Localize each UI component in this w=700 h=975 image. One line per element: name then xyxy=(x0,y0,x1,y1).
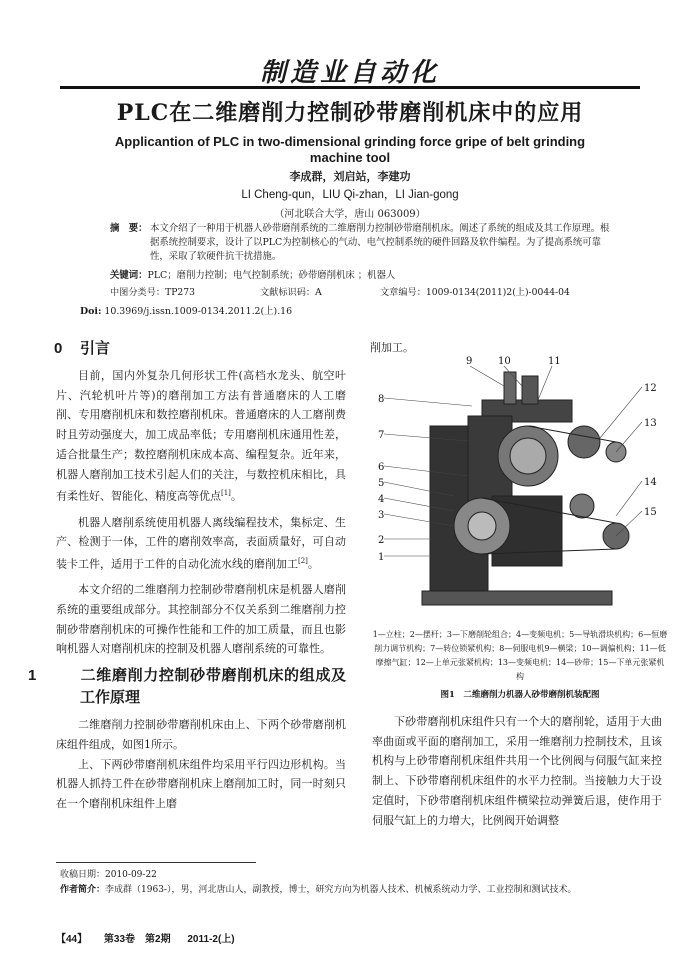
clc-number: 中图分类号：TP273 xyxy=(110,287,195,298)
callout-12: 12 xyxy=(644,383,657,394)
volume-issue: 第33卷 第2期 xyxy=(103,934,171,945)
section-1-heading xyxy=(28,665,346,709)
paragraph-6: 下砂带磨削机床组件只有一个大的磨削轮，适用于大曲率曲面或平面的磨削加工，采用一维磨削力控制技术，且该机构与上砂带磨削机床组件共用一个比例阀与伺服气缸来控制上、下砂带磨削机床组件的水平力控制。当接触力大于设定值时，下砂带磨削机床组件横梁拉动弹簧后退，使作用于伺服气缸上的力增大，比例阀开始调整 xyxy=(372,715,662,827)
article-number: 文章编号：1009-0134(2011)2(上)-0044-04 xyxy=(380,287,570,298)
section-1-number: 1 xyxy=(28,667,37,685)
right-column-bottom xyxy=(372,712,662,830)
authors-en: LI Cheng-qun，LIU Qi-zhan，LI Jian-gong xyxy=(241,189,459,201)
abstract-label: 摘 要： xyxy=(110,223,148,234)
paragraph-1-text: 目前，国内外复杂几何形状工件(高档水龙头、航空叶片、汽轮机叶片等)的磨削加工方法有普通磨床的人工磨削、专用磨削机床和数控磨削机床。普通磨床的人工磨削费时且劳动强度大，加工成品率低；专用磨削机床通用性差，适合批量生产；数控磨削机床成本高、编程复杂。近年来，机器人磨削加工技术引起人们的关注，与数控机床相比，具有柔性好、智能化、精度高等优点 xyxy=(56,369,346,503)
callout-15: 15 xyxy=(644,507,657,518)
section-0-number: 0 xyxy=(54,340,63,357)
abstract-text: 本文介绍了一种用于机器人砂带磨削系统的二维磨削力控制砂带磨削机床。阐述了系统的组成及其工作原理。根据系统控制要求，设计了以PLC为控制核心的气动、电气控制系统的硬件回路及软件编程。为了提高系统可靠性，采取了软硬件抗干扰措施。 xyxy=(150,223,610,262)
article-title-cn: PLC在二维磨削力控制砂带磨削机床中的应用 xyxy=(116,100,584,126)
affiliation: （河北联合大学，唐山 063009） xyxy=(274,209,426,220)
paragraph-2 xyxy=(56,513,346,575)
figure-legend: 1—立柱；2—摆杆；3—下磨削轮组合；4—变频电机；5—导轨滑块机构；6—恒磨削力调节机构；7—转位锁紧机构；8—伺服电机9—横梁；10—调偏机构；11—低摩擦气缸；12—上单元张紧机构；13—变频电机；14—砂带；15—下单元张紧机构 xyxy=(372,630,668,681)
cylinder xyxy=(522,376,538,404)
page-footer xyxy=(56,930,249,945)
footnote-rule xyxy=(56,862,256,863)
tension-wheel-upper xyxy=(568,426,600,458)
document-code: 文献标识码：A xyxy=(260,287,322,298)
callout-4: 4 xyxy=(378,494,385,505)
left-column xyxy=(28,338,346,814)
received-date: 收稿日期：2010-09-22 xyxy=(60,870,157,880)
author-bio: 李成群（1963-），男，河北唐山人，副教授，博士，研究方向为机器人技术、机械系统动力学、工业控制和测试技术。 xyxy=(105,885,577,895)
belt-pulley xyxy=(570,494,594,518)
paragraph-5: 上、下两砂带磨削机床组件均采用平行四边形机构。当机器人抓持工件在砂带磨削机床上磨削加工时，同一时刻只在一个磨削机床组件上磨 xyxy=(56,757,346,810)
callout-1: 1 xyxy=(378,552,385,563)
abstract-block xyxy=(110,222,610,264)
page-number: 【44】 xyxy=(56,934,88,945)
footnote xyxy=(60,868,660,898)
paragraph-1-end: 。 xyxy=(230,489,242,503)
paragraph-4: 二维磨削力控制砂带磨削机床由上、下两个砂带磨削机床组件组成，如图1所示。 xyxy=(56,718,346,751)
section-0-heading xyxy=(54,338,346,360)
callout-13: 13 xyxy=(644,418,657,429)
issue-date: 2011-2(上) xyxy=(187,934,235,945)
keywords-label: 关键词： xyxy=(110,270,148,281)
paragraph-1 xyxy=(56,366,346,507)
keywords-text: PLC；磨削力控制；电气控制系统；砂带磨削机床 ；机器人 xyxy=(147,270,396,281)
callout-5: 5 xyxy=(378,478,385,489)
figure-caption: 图1 二维磨削力机器人砂带磨削机装配图 xyxy=(440,690,600,700)
authors-cn: 李成群，刘启站，李建功 xyxy=(289,170,411,183)
paragraph-2-end: 。 xyxy=(307,557,319,571)
machine-drawing xyxy=(422,372,629,605)
doi-value: 10.3969/j.issn.1009-0134.2011.2(上).16 xyxy=(104,306,293,317)
callout-9: 9 xyxy=(466,356,473,367)
callout-10: 10 xyxy=(498,356,511,367)
right-column-continuation: 削加工。 xyxy=(370,341,414,354)
callout-14: 14 xyxy=(644,477,657,488)
callout-6: 6 xyxy=(378,462,385,473)
reference-2[interactable]: [2] xyxy=(298,556,308,565)
doi-label: Doi: xyxy=(80,306,102,317)
masthead-rule xyxy=(60,86,640,89)
reference-1[interactable]: [1] xyxy=(221,489,231,498)
paragraph-3: 本文介绍的二维磨削力控制砂带磨削机床是机器人磨削系统的重要组成部分。其控制部分不仅关系到二维磨削力控制砂带磨削机床的可操作性能和工件的加工质量，而且也影响机器人对磨削机床的控制及机器人磨削系统的可靠性。 xyxy=(56,583,346,656)
doi-line xyxy=(80,303,292,317)
callout-2: 2 xyxy=(378,535,385,546)
callout-3: 3 xyxy=(378,510,385,521)
section-0-title: 引言 xyxy=(80,340,111,357)
callout-11: 11 xyxy=(548,356,561,367)
callout-8: 8 xyxy=(378,394,385,405)
keywords-line xyxy=(110,267,630,281)
journal-masthead: 制造业自动化 xyxy=(259,58,440,88)
paragraph-2-text: 机器人磨削系统使用机器人离线编程技术，集标定、生产、检测于一体，工件的磨削效率高，表面质量好，可自动装卡工件，适用于工件的自动化流水线的磨削加工 xyxy=(56,515,346,571)
callout-7: 7 xyxy=(378,430,385,441)
article-title-en: Applicantion of PLC in two-dimensional grinding force gripe of belt grinding machine tool xyxy=(114,134,586,165)
author-bio-label: 作者简介： xyxy=(60,885,106,895)
section-1-title: 二维磨削力控制砂带磨削机床的组成及工作原理 xyxy=(80,667,346,707)
machine-assembly-figure xyxy=(372,356,662,616)
base-plate xyxy=(422,591,612,605)
right-column-top xyxy=(370,338,660,358)
